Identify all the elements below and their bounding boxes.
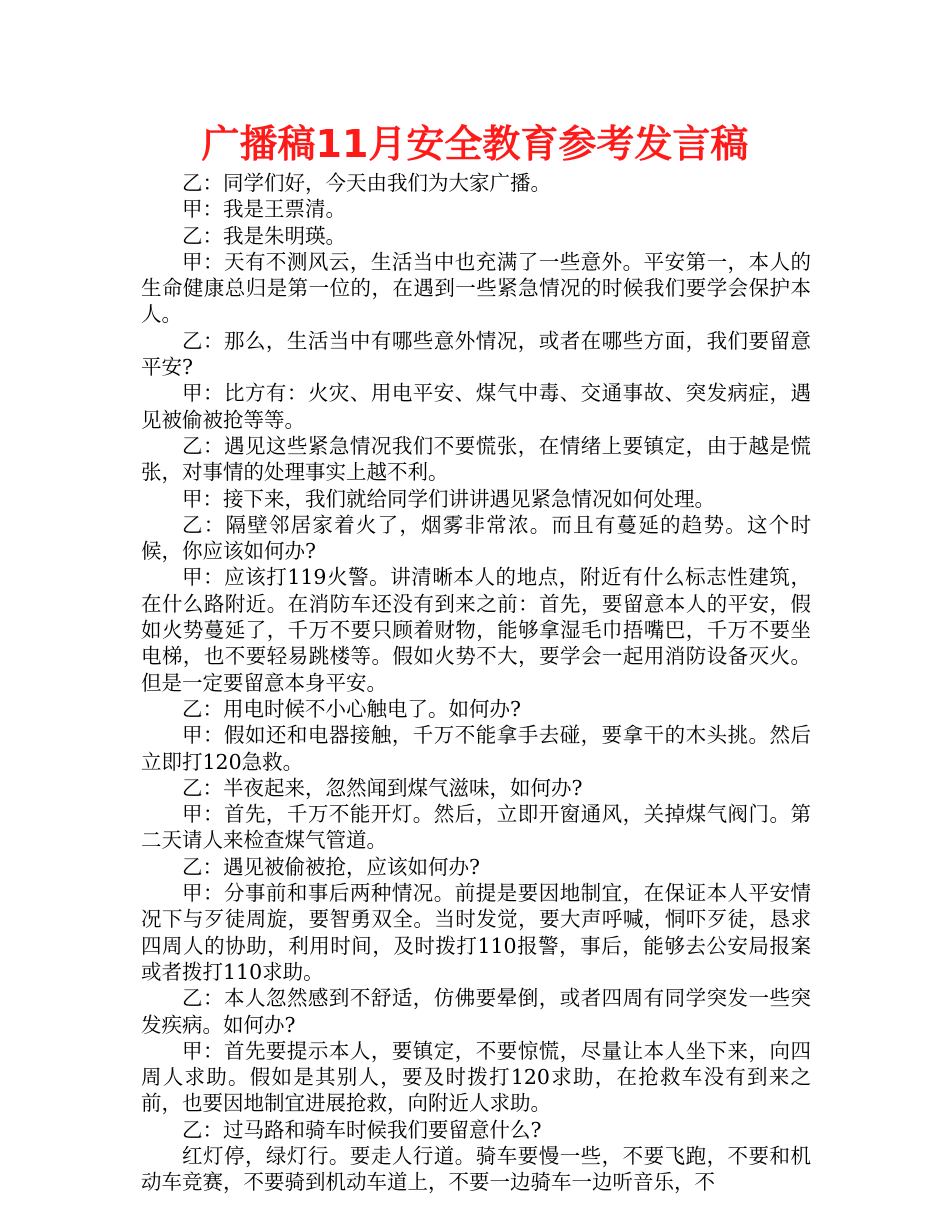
paragraph: 甲：假如还和电器接触，千万不能拿手去碰，要拿干的木头挑。然后立即打120急救。 — [141, 723, 811, 774]
paragraph: 红灯停，绿灯行。要走人行道。骑车要慢一些，不要飞跑，不要和机动车竞赛，不要骑到机动车道上，不要一边骑车一边听音乐，不 — [141, 1143, 811, 1195]
paragraph: 乙：用电时候不小心触电了。如何办? — [182, 696, 521, 721]
paragraph: 乙：遇见被偷被抢，应该如何办? — [182, 854, 480, 879]
paragraph: 甲：比方有：火灾、用电平安、煤气中毒、交通事故、突发病症，遇见被偷被抢等等。 — [141, 381, 811, 432]
paragraph: 乙：隔壁邻居家着火了，烟雾非常浓。而且有蔓延的趋势。这个时候，你应该如何办? — [141, 512, 811, 564]
paragraph: 甲：应该打119火警。讲清晰本人的地点，附近有什么标志性建筑，在什么路附近。在消防车还没有到来之前：首先，要留意本人的平安，假如火势蔓延了，千万不要只顾着财物，能够拿湿毛巾捂嘴巴，千万不要坐电梯，也不要轻易跳楼等。假如火势不大，要学会一起用消防设备灭火。但是一定要留意本身平安。 — [141, 565, 811, 695]
paragraph: 乙：同学们好，今天由我们为大家广播。 — [182, 171, 551, 195]
paragraph: 甲：首先，千万不能开灯。然后，立即开窗通风，关掉煤气阀门。第二天请人来检查煤气管道。 — [141, 802, 811, 853]
paragraph: 甲：我是王票清。 — [182, 197, 346, 222]
document-title: 广播稿11月安全教育参考发言稿 — [201, 122, 749, 166]
paragraph: 甲：接下来，我们就给同学们讲讲遇见紧急情况如何处理。 — [182, 486, 715, 511]
paragraph: 乙：本人忽然感到不舒适，仿佛要晕倒，或者四周有同学突发一些突发疾病。如何办? — [141, 986, 811, 1037]
paragraph: 乙：半夜起来，忽然闻到煤气滋味，如何办? — [182, 775, 583, 800]
paragraph: 甲：首先要提示本人，要镇定，不要惊慌，尽量让本人坐下来，向四周人求助。假如是其别人，要及时拨打120求助，在抢救车没有到来之前，也要因地制宜进展抢救，向附近人求助。 — [141, 1038, 811, 1116]
paragraph: 乙：过马路和骑车时候我们要留意什么? — [182, 1117, 542, 1142]
document-body — [141, 170, 811, 1196]
paragraph: 甲：分事前和事后两种情况。前提是要因地制宜，在保证本人平安情况下与歹徒周旋，要智勇双全。当时发觉，要大声呼喊，恫吓歹徒，恳求四周人的协助，利用时间，及时拨打110报警，事后，能够去公安局报案或者拨打110求助。 — [141, 881, 811, 984]
paragraph: 乙：遇见这些紧急情况我们不要慌张，在情绪上要镇定，由于越是慌张，对事情的处理事实上越不利。 — [141, 433, 811, 485]
paragraph: 乙：那么，生活当中有哪些意外情况，或者在哪些方面，我们要留意平安? — [141, 328, 811, 380]
paragraph: 甲：天有不测风云，生活当中也充满了一些意外。平安第一，本人的生命健康总归是第一位的，在遇到一些紧急情况的时候我们要学会保护本人。 — [141, 249, 811, 327]
paragraph: 乙：我是朱明瑛。 — [182, 223, 346, 248]
